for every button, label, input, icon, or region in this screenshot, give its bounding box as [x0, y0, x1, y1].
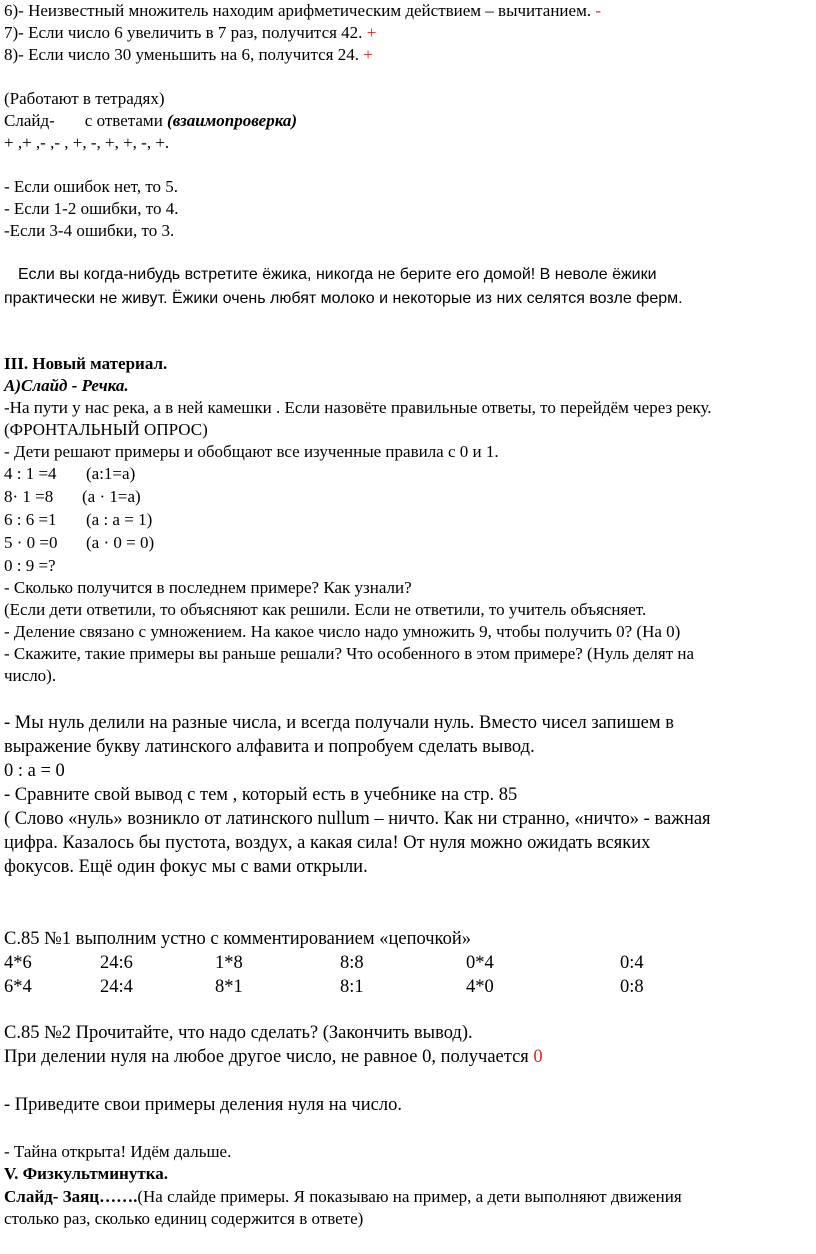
river-line: -На пути у нас река, а в ней камешки . Если назовёте правильные ответы, то перейдём через реку.	[4, 398, 712, 417]
answer-mark: +	[363, 45, 373, 64]
line-8: 8)- Если число 30 уменьшить на 6, получится 24. +	[4, 45, 373, 64]
grid-cell: 24:6	[100, 953, 133, 973]
grid-cell: 4*0	[466, 977, 494, 997]
example-row: 6 : 6 =1 (а : а = 1)	[4, 510, 153, 529]
grid-cell: 0:4	[620, 953, 644, 973]
exercise-1-title: С.85 №1 выполним устно с комментированием «цепочкой»	[4, 929, 471, 949]
grade-line-3: -Если 3-4 ошибки, то 3.	[4, 221, 175, 240]
grid-cell: 0*4	[466, 953, 494, 973]
special-line-2: число).	[4, 666, 57, 685]
section-heading: III. Новый материал.	[4, 354, 168, 373]
slide-heading: А)Слайд - Речка.	[4, 376, 129, 395]
special-line-1: - Скажите, такие примеры вы раньше решали? Что особенного в этом примере? (Нуль делят на	[4, 644, 695, 663]
zero-paragraph-1: - Мы нуль делили на разные числа, и всегда получали нуль. Вместо чисел запишем в	[4, 713, 674, 733]
line-7: 7)- Если число 6 увеличить в 7 раз, получится 42. +	[4, 23, 377, 42]
frontal-survey: (ФРОНТАЛЬНЫЙ ОПРОС)	[4, 420, 208, 439]
nullum-line-2: цифра. Казалось бы пустота, воздух, а какая сила! От нуля можно ожидать всяких	[4, 833, 651, 853]
grid-cell: 8:1	[340, 977, 364, 997]
division-line: - Деление связано с умножением. На какое число надо умножить 9, чтобы получить 0? (На 0)	[4, 622, 681, 641]
grade-line-4: - Если 1-2 ошибки, то 4.	[4, 199, 179, 218]
grid-cell: 1*8	[215, 953, 243, 973]
example-row: 4 : 1 =4 (а:1=а)	[4, 464, 136, 483]
grid-cell: 6*4	[4, 977, 32, 997]
work-note: (Работают в тетрадях)	[4, 89, 165, 108]
compare-line: - Сравните свой вывод с тем , который есть в учебнике на стр. 85	[4, 785, 518, 805]
grade-line-5: - Если ошибок нет, то 5.	[4, 177, 179, 196]
nullum-line-1: ( Слово «нуль» возникло от латинского nullum – ничто. Как ни странно, «ничто» - важная	[4, 809, 711, 829]
answer-mark: -	[595, 1, 602, 20]
exercise-2-title: С.85 №2 Прочитайте, что надо сделать? (Закончить вывод).	[4, 1023, 473, 1043]
line-6: 6)- Неизвестный множитель находим арифметическим действием – вычитанием. -	[4, 1, 602, 20]
grid-cell: 4*6	[4, 953, 32, 973]
hare-slide-line-2: столько раз, сколько единиц содержится в ответе)	[4, 1209, 364, 1228]
question-line: - Сколько получится в последнем примере? Как узнали?	[4, 578, 412, 597]
grid-cell: 0:8	[620, 977, 644, 997]
hare-slide-line: Слайд- Заяц…….(На слайде примеры. Я показываю на пример, а дети выполняют движения	[4, 1187, 682, 1206]
physical-break-heading: V. Физкультминутка.	[4, 1164, 168, 1183]
answer-mark: +	[366, 23, 377, 42]
examples-prompt: - Приведите свои примеры деления нуля на число.	[4, 1095, 402, 1115]
hedgehog-paragraph-1: Если вы когда-нибудь встретите ёжика, никогда не берите его домой! В неволе ёжики	[18, 266, 657, 283]
grid-cell: 8:8	[340, 953, 364, 973]
zero-paragraph-2: выражение букву латинского алфавита и попробуем сделать вывод.	[4, 737, 535, 757]
explain-line: (Если дети ответили, то объясняют как решили. Если не ответили, то учитель объясняет.	[4, 600, 647, 619]
example-row: 0 : 9 =?	[4, 556, 56, 575]
mystery-line: - Тайна открыта! Идём дальше.	[4, 1142, 232, 1161]
rules-line: - Дети решают примеры и обобщают все изученные правила с 0 и 1.	[4, 442, 499, 461]
answer-mark: 0	[533, 1047, 543, 1067]
hedgehog-paragraph-2: практически не живут. Ёжики очень любят молоко и некоторые из них селятся возле ферм.	[4, 290, 683, 307]
grid-cell: 24:4	[100, 977, 133, 997]
conclusion-line: При делении нуля на любое другое число, не равное 0, получается 0	[4, 1047, 543, 1067]
grid-cell: 8*1	[215, 977, 243, 997]
example-row: 5 · 0 =0 (а · 0 = 0)	[4, 533, 155, 552]
example-row: 8· 1 =8 (а · 1=а)	[4, 487, 141, 506]
slide-answers-line: Слайд- с ответами (взаимопроверка)	[4, 111, 298, 130]
zero-formula: 0 : а = 0	[4, 761, 65, 781]
answer-key: + ,+ ,- ,- , +, -, +, +, -, +.	[4, 133, 170, 152]
nullum-line-3: фокусов. Ещё один фокус мы с вами открыли.	[4, 857, 368, 877]
